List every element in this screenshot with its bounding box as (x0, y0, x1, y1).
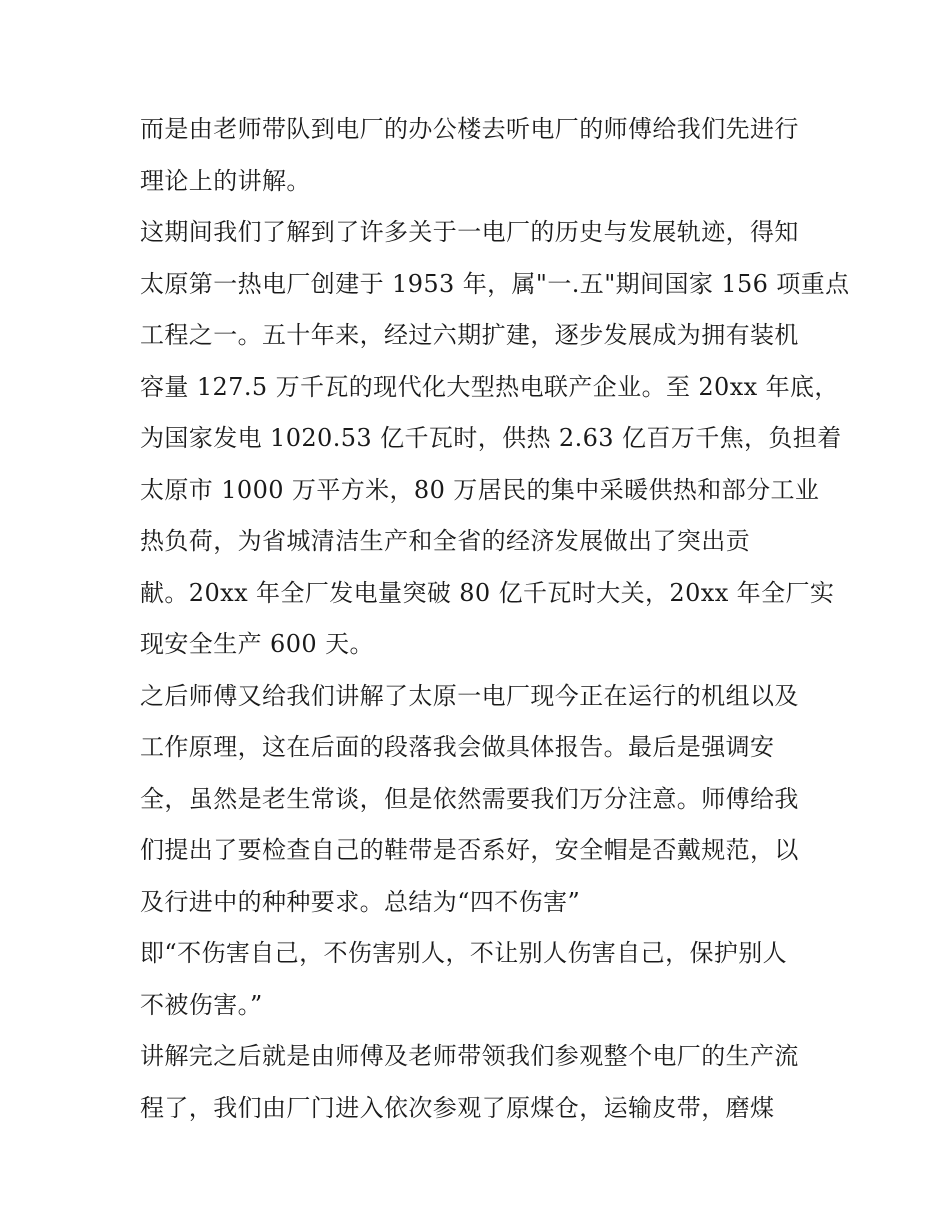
text-line: 工作原理，这在后面的段落我会做具体报告。最后是强调安 (140, 733, 775, 761)
text-line: 们提出了要检查自己的鞋带是否系好，安全帽是否戴规范，以 (140, 836, 799, 864)
text-line: 之后师傅又给我们讲解了太原一电厂现今正在运行的机组以及 (140, 681, 799, 710)
text-line: 工程之一。五十年来，经过六期扩建，逐步发展成为拥有装机 (140, 321, 799, 349)
text-line: 而是由老师带队到电厂的办公楼去听电厂的师傅给我们先进行 (140, 115, 799, 143)
text-line: 程了，我们由厂门进入依次参观了原煤仓，运输皮带，磨煤 (140, 1093, 775, 1122)
text-line: 不被伤害。” (140, 990, 263, 1019)
text-line: 容量 127.5 万千瓦的现代化大型热电联产企业。至 20xx 年底， (140, 372, 839, 401)
text-line: 即“不伤害自己，不伤害别人，不让别人伤害自己，保护别人 (140, 939, 788, 967)
text-line: 及行进中的种种要求。总结为“四不伤害” (140, 887, 581, 916)
body-text (140, 104, 850, 1134)
text-line: 为国家发电 1020.53 亿千瓦时，供热 2.63 亿百万千焦，负担着 (140, 424, 842, 452)
text-line: 这期间我们了解到了许多关于一电厂的历史与发展轨迹，得知 (140, 218, 799, 246)
text-line: 热负荷，为省城清洁生产和全省的经济发展做出了突出贡 (140, 527, 750, 555)
text-line: 太原第一热电厂创建于 1953 年，属"一.五"期间国家 156 项重点 (140, 269, 850, 298)
text-line: 理论上的讲解。 (140, 166, 311, 195)
text-line: 全，虽然是老生常谈，但是依然需要我们万分注意。师傅给我 (140, 784, 799, 813)
text-line: 现安全生产 600 天。 (140, 630, 374, 658)
text-line: 献。20xx 年全厂发电量突破 80 亿千瓦时大关，20xx 年全厂实 (140, 578, 835, 607)
text-line: 太原市 1000 万平方米，80 万居民的集中采暖供热和部分工业 (140, 475, 820, 504)
text-line: 讲解完之后就是由师傅及老师带领我们参观整个电厂的生产流 (140, 1042, 799, 1070)
